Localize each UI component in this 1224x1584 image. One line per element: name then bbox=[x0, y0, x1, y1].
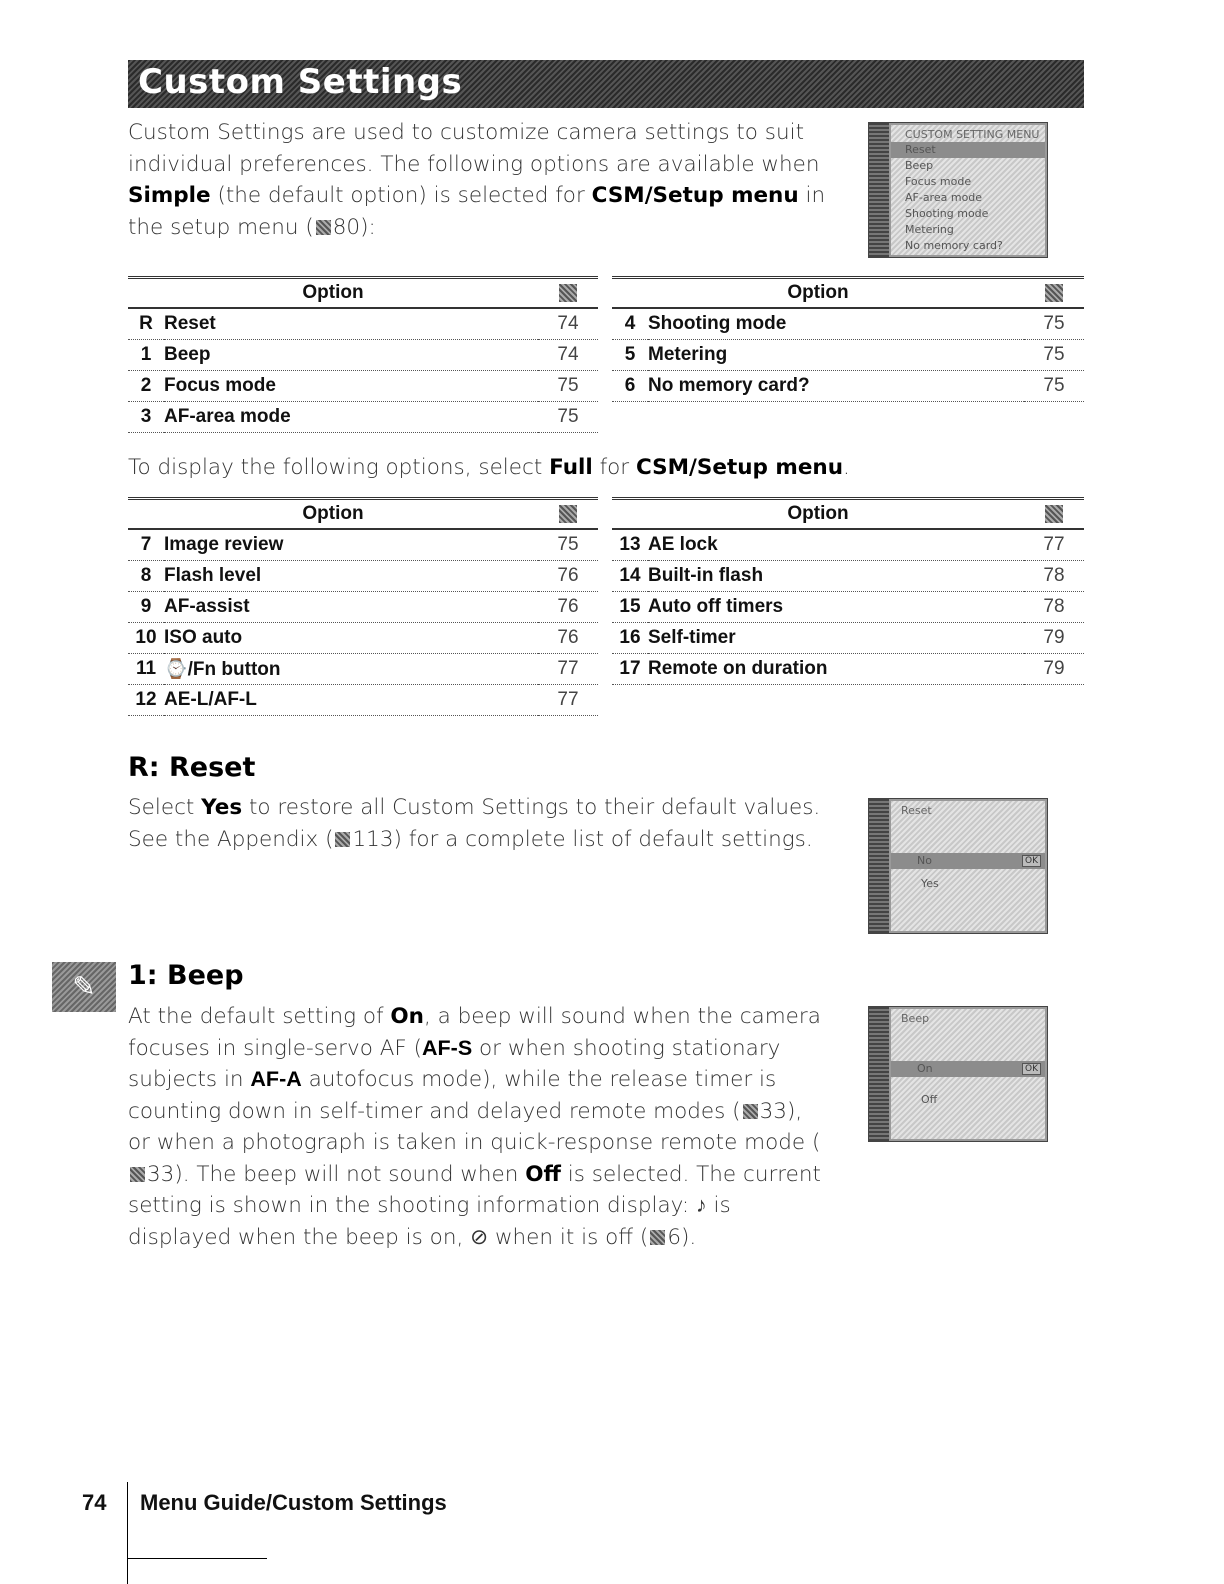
reset-heading: R: Reset bbox=[128, 752, 256, 783]
page-title: Custom Settings bbox=[138, 62, 463, 102]
lcd-menu-tabs bbox=[869, 799, 889, 933]
table-row: 13 AE lock 77 bbox=[612, 529, 1084, 561]
lcd-menu-tabs bbox=[869, 1007, 889, 1141]
column-header-option: Option bbox=[128, 499, 538, 530]
column-header-option: Option bbox=[612, 499, 1024, 530]
table-row: 3 AF-area mode 75 bbox=[128, 402, 598, 433]
options-table-simple-left bbox=[128, 276, 598, 433]
table-row: 8 Flash level 76 bbox=[128, 561, 598, 592]
table-row: 14 Built-in flash 78 bbox=[612, 561, 1084, 592]
lcd-title: Reset bbox=[901, 804, 932, 817]
table-row: 16 Self-timer 79 bbox=[612, 623, 1084, 654]
table-row: 12 AE-L/AF-L 77 bbox=[128, 685, 598, 716]
lcd-item: No memory card? bbox=[905, 239, 1003, 252]
lcd-item: Shooting mode bbox=[905, 207, 989, 220]
lcd-beep bbox=[868, 1006, 1048, 1142]
lcd-option: Yes bbox=[921, 877, 939, 890]
beep-off-icon: ⊘ bbox=[470, 1224, 489, 1250]
section-banner bbox=[128, 60, 1084, 108]
table-row: 1 Beep 74 bbox=[128, 340, 598, 371]
table-row: 17 Remote on duration 79 bbox=[612, 654, 1084, 685]
table-row: R Reset 74 bbox=[128, 308, 598, 340]
page-ref-icon bbox=[559, 284, 577, 302]
beep-heading: 1: Beep bbox=[128, 960, 244, 991]
table-row: 4 Shooting mode 75 bbox=[612, 308, 1084, 340]
menu-ref-icon bbox=[335, 832, 350, 847]
lcd-title: CUSTOM SETTING MENU bbox=[905, 128, 1040, 141]
page-ref-icon bbox=[1045, 284, 1063, 302]
pencil-icon: ✎ bbox=[52, 962, 116, 1012]
lcd-ok: OK bbox=[1022, 855, 1041, 867]
full-options-intro: To display the following options, select Full for CSM/Setup menu. bbox=[128, 455, 850, 480]
menu-ref-icon bbox=[743, 1104, 758, 1119]
column-header-option: Option bbox=[612, 278, 1024, 309]
options-table-simple-right bbox=[612, 276, 1084, 402]
lcd-option: No bbox=[917, 854, 932, 867]
table-row: 10 ISO auto 76 bbox=[128, 623, 598, 654]
page-number: 74 bbox=[82, 1490, 107, 1515]
page-ref-icon bbox=[559, 505, 577, 523]
lcd-option: Off bbox=[921, 1093, 938, 1106]
table-row: 5 Metering 75 bbox=[612, 340, 1084, 371]
lcd-item: Focus mode bbox=[905, 175, 972, 188]
lcd-reset bbox=[868, 798, 1048, 934]
lcd-option: On bbox=[917, 1062, 933, 1075]
lcd-menu-tabs bbox=[869, 123, 889, 257]
table-row: 15 Auto off timers 78 bbox=[612, 592, 1084, 623]
options-table-full-left bbox=[128, 497, 598, 716]
lcd-item: Metering bbox=[905, 223, 954, 236]
footer-underline bbox=[127, 1558, 267, 1559]
menu-ref-icon bbox=[650, 1230, 665, 1245]
lcd-custom-setting-menu bbox=[868, 122, 1048, 258]
lcd-title: Beep bbox=[901, 1012, 930, 1025]
lcd-item: AF-area mode bbox=[905, 191, 983, 204]
table-row: 2 Focus mode 75 bbox=[128, 371, 598, 402]
intro-paragraph: Custom Settings are used to customize camera settings to suit individual preferences. The following options are available when Simple (the default option) is selected for CSM/Setup menu in the setup menu ( 80): bbox=[128, 120, 826, 240]
column-header-option: Option bbox=[128, 278, 538, 309]
beep-on-icon: ♪ bbox=[695, 1193, 707, 1218]
menu-ref-icon bbox=[316, 220, 331, 235]
table-row: 7 Image review 75 bbox=[128, 529, 598, 561]
footer-divider bbox=[127, 1482, 128, 1584]
beep-paragraph: At the default setting of On, a beep will sound when the camera focuses in single-servo AF (AF-S or when shooting stationary subjects in AF-A autofocus mode), while the release timer is counting down in self-timer and delayed remote modes ( 33), or when a photograph is taken in quick-response remote mode (33). The beep will not sound when Off is selected. The current setting is shown in the shooting information display: ♪ is displayed when the beep is on, ⊘ when it is off ( 6). bbox=[128, 1004, 821, 1250]
menu-ref-icon bbox=[130, 1167, 145, 1182]
reset-paragraph: Select Yes to restore all Custom Settings to their default values. See the Appendix ( 113) for a complete list of default settings. bbox=[128, 795, 821, 852]
lcd-item: Reset bbox=[905, 143, 936, 156]
table-row: 11 ⌚/Fn button 77 bbox=[128, 654, 598, 685]
lcd-item: Beep bbox=[905, 159, 934, 172]
table-row: 9 AF-assist 76 bbox=[128, 592, 598, 623]
lcd-ok: OK bbox=[1022, 1063, 1041, 1075]
options-table-full-right bbox=[612, 497, 1084, 685]
table-row: 6 No memory card? 75 bbox=[612, 371, 1084, 402]
footer-title: Menu Guide/Custom Settings bbox=[140, 1490, 447, 1515]
page-ref-icon bbox=[1045, 505, 1063, 523]
